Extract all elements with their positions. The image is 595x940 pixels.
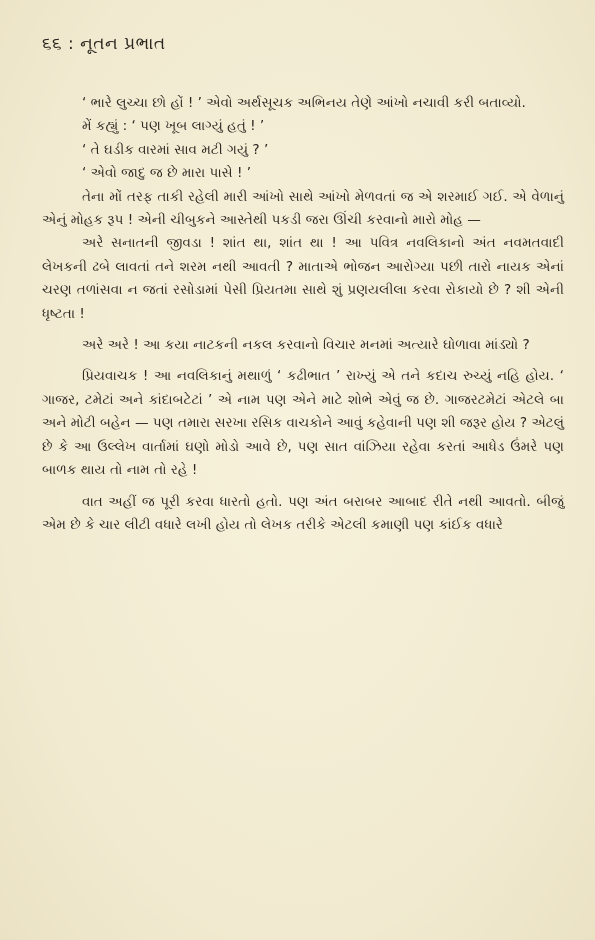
paragraph: ‘ તે ઘડીક વારમાં સાવ મટી ગયું ? ’ bbox=[82, 141, 269, 158]
book-title: નૂતન પ્રભાત bbox=[80, 34, 166, 54]
paragraph: અરે અરે ! આ કયા નાટકની નકલ કરવાનો વિચાર મનમાં અત્યારે ઘોળાવા માંડ્યો ? bbox=[82, 337, 530, 354]
body-text bbox=[42, 92, 564, 537]
paragraph: અરે સનાતની જીવડા ! શાંત થા, શાંત થા ! આ પવિત્ર નવલિકાનો અંત નવમતવાદી લેખકની ઢબે લાવતાં તને શરમ નથી આવતી ? માતાએ ભોજન આરોગ્યા પછી તારો નાયક એનાં ચરણ તળાંસવા ન જતાં રસોડામાં પેસી પ્રિયતમા સાથે શું પ્રણયલીલા કરવા રોકાયો છે ? શી એની ધૃષ્ટતા ! bbox=[42, 235, 564, 322]
paragraph-gap bbox=[42, 483, 564, 491]
paragraph: ‘ એવો જાદુ જ છે મારા પાસે ! ’ bbox=[82, 165, 252, 182]
header-separator: : bbox=[67, 34, 75, 54]
paragraph: વાત અહીં જ પૂરી કરવા ધારતો હતો. પણ અંત બરાબર આબાદ રીતે નથી આવતો. બીજું એમ છે કે ચાર લીટી વધારે લખી હોય તો લેખક તરીકે એટલી કમાણી પણ કાંઈક વધારે bbox=[42, 493, 564, 533]
paragraph-gap bbox=[42, 326, 564, 334]
paragraph: ‘ ભારે લુચ્ચા છો હોં ! ’ એવો અર્થસૂચક અભિનય તેણે આંખો નચાવી કરી બતાવ્યો. bbox=[82, 95, 526, 111]
page-number: ૬૬ bbox=[42, 34, 63, 54]
paragraph-gap bbox=[42, 357, 564, 365]
paragraph: તેના મોં તરફ તાકી રહેલી મારી આંખો સાથે આંખો મેળવતાં જ એ શરમાઈ ગઈ. એ વેળાનું એનું મોહક રૂપ ! એની ચીબુકને આસ્તેથી પકડી જરા ઊંચી કરવાનો મારો મોહ — bbox=[42, 188, 564, 229]
paragraph: મેં કહ્યું : ‘ પણ ખૂબ લાગ્યું હતું ! ’ bbox=[82, 118, 265, 135]
page-header bbox=[42, 34, 166, 54]
paragraph: પ્રિયવાચક ! આ નવલિકાનું મથાળું ‘ કઢીભાત ’ રાખ્યું એ તને કદાચ રુચ્યું નહિ હોય. ‘ ગાજર, ટમેટાં અને કાંદાબટેટાં ’ એ નામ પણ એને માટે શોભે એવું જ છે. ગાજરટમેટાં એટલે બા અને મોટી બહેન — પણ તમારા સરખા રસિક વાચકોને આવું કહેવાની પણ શી જરૂર હોય ? એટલું છે કે આ ઉલ્લેખ વાર્તામાં ઘણો મોડો આવે છે, પણ સાત વાંઝિયા રહેવા કરતાં આધેડ ઉંમરે પણ બાળક થાય તો નામ તો રહે ! bbox=[42, 368, 564, 479]
